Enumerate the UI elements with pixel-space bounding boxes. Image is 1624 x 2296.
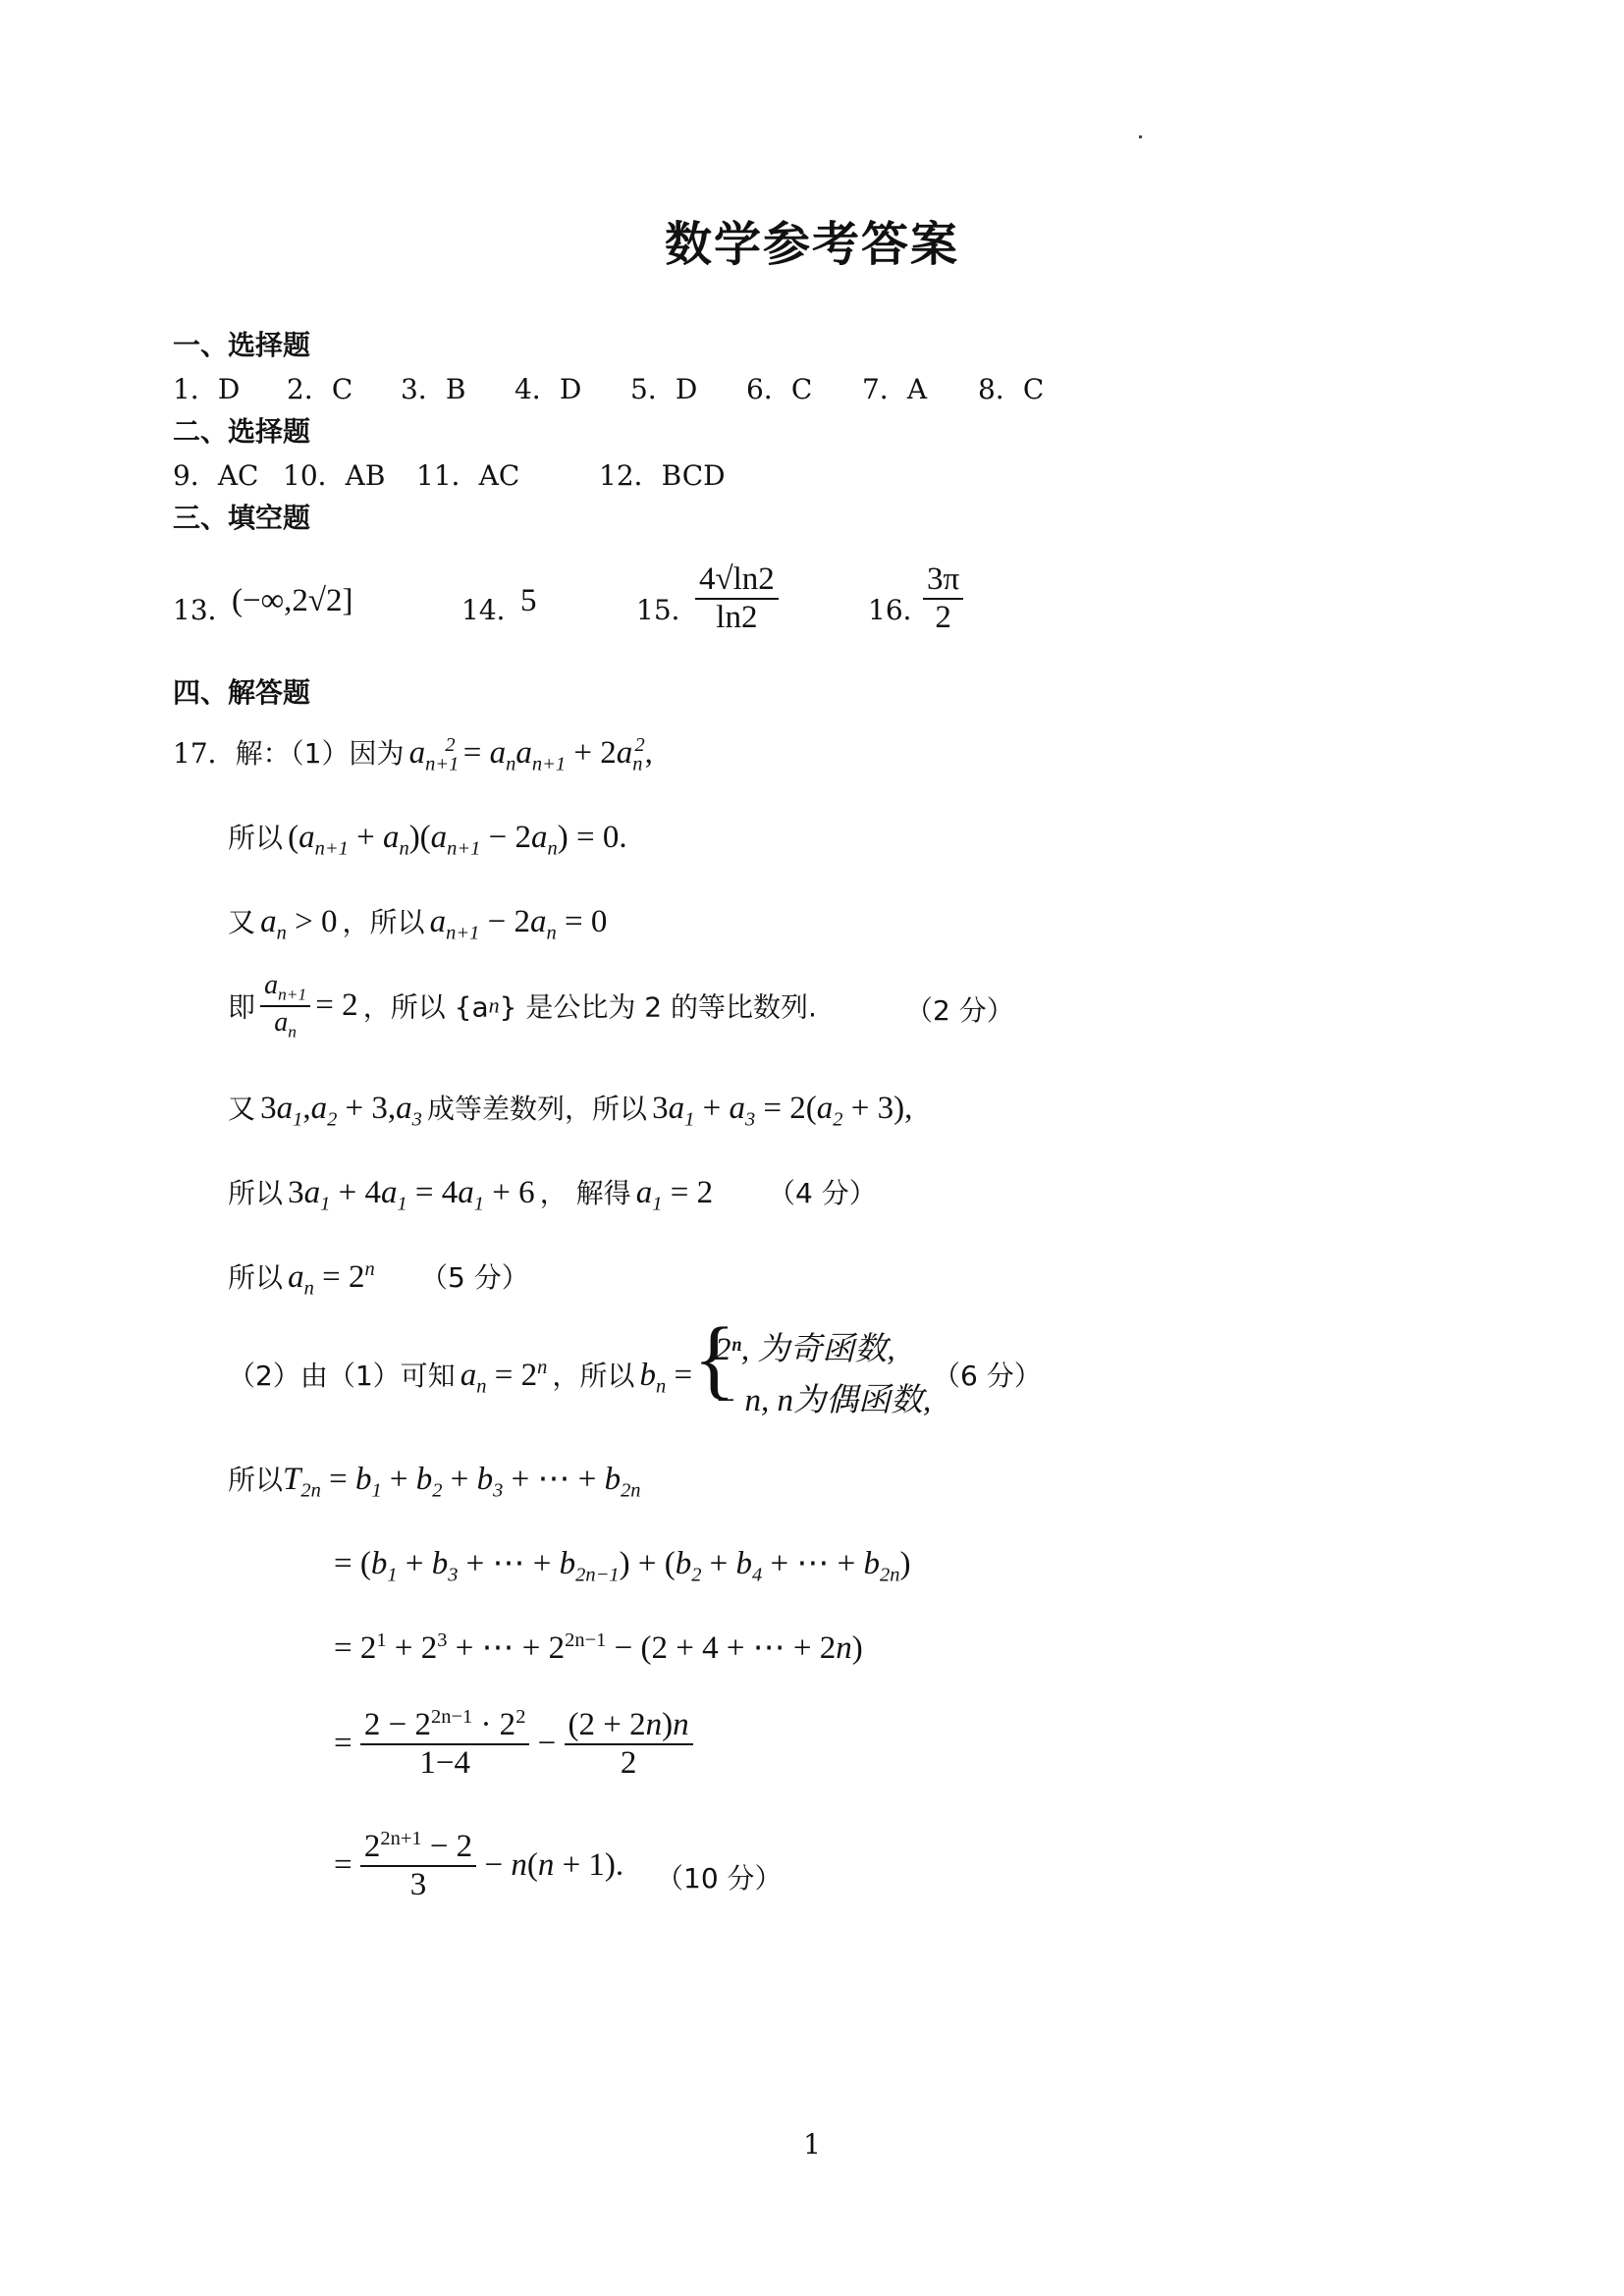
q17-eq-arith: $3a_1 + a_3 = 2(a_2 + 3)$, [652,1091,913,1131]
mc-answer-3: 3．B [401,373,466,405]
q17-eq-terms: $3a_1,a_2 + 3,a_3$ [260,1091,422,1131]
multi-answer-11: 11．AC [416,459,520,492]
q17-line-1 [173,732,653,776]
fill-16-value [923,561,963,636]
score-2: （2 分） [905,994,1014,1027]
section-fill-heading: 三、填空题 [173,502,311,534]
q17-eq-a1: $a_1 = 2$ [635,1175,714,1215]
q17-eq-expand: = $2^1 + 2^3$ + ⋯ + $2^{2n-1} - (2 + 4$ + ⋯ + 2n) [334,1629,863,1666]
mc-answer-7: 7．A [862,373,928,405]
q17-you-1: 又 [228,906,256,938]
q17-eq-recurrence: $a_{n+1}^2 = a_na_{n+1} + 2a_n^2$, [408,734,653,775]
q17-line-3 [228,901,607,945]
q17-suoyi-3: 所以 [228,1261,284,1294]
mc-answer-2: 2．C [287,373,353,405]
mc-answer-6: 6．C [746,373,813,405]
fill-16-label: 16． [868,594,931,626]
q17-part2-intro: （2）由（1）可知 [228,1360,456,1392]
q17-eq-ratio-zero: $a_{n+1} - 2a_n = 0$ [429,904,608,944]
section-solution-heading: 四、解答题 [173,676,311,709]
q17-eq-solve: $3a_1 + 4a_1 = 4a_1 + 6$ [288,1175,535,1215]
multi-answer-10: 10．AB [283,459,386,492]
q17-line-8 [228,1355,692,1399]
q17-line-7 [228,1256,375,1301]
q17-label: 17． [173,737,236,770]
score-10: （10 分） [656,1862,783,1895]
fill-15-numerator: 4√ln2 [695,561,779,600]
fill-16-numerator: 3π [923,561,963,600]
q17-ji: 即 [228,990,256,1024]
q17-solve-mid: ， 解得 [539,1177,631,1209]
section-choice-heading: 一、选择题 [173,329,311,361]
mc-answer-4: 4．D [514,373,582,405]
mc-answer-5: 5．D [630,373,698,405]
q17-suoyi-1: 所以 [228,822,284,854]
page-title: 数学参考答案 [664,217,959,272]
fill-15-value [695,561,779,636]
q17-geo-tail: } 是公比为 2 的等比数列. [499,990,817,1024]
mc-answer-1: 1．D [173,373,241,405]
q17-geo-mid: ，所以 {a [362,990,489,1024]
q17-eq-an: $a_n = 2^n$ [288,1258,375,1300]
q17-eq-group: = ($b_1 + b_3$ + ⋯ + $b_{2n-1}) + (b_2 + b_4$ + ⋯ + $b_{2n}$) [334,1546,911,1586]
q17-eq-positive: $a_n > 0$ [260,904,338,944]
q17-eq-bn: $b_n$ = [639,1358,693,1398]
q17-so-1: ，所以 [342,906,425,938]
piecewise-brace: { [693,1310,736,1408]
fill-13-label: 13． [173,594,236,626]
page-number: 1 [803,2128,821,2161]
mc-answer-8: 8．C [978,373,1045,405]
q17-jie: 解： [235,737,291,770]
fill-14-label: 14． [461,594,524,626]
q17-eq-an-2: $a_n = 2^n$ [460,1357,548,1398]
q17-eq-factor: $(a_{n+1} + a_n)(a_{n+1} - 2a_n) = 0$. [288,820,627,860]
multi-answer-9: 9．AC [173,459,259,492]
section-multi-choice-heading: 二、选择题 [173,415,311,448]
q17-suoyi-4: 所以 [228,1464,284,1496]
q17-eq-fraction-sum: = $\frac{2 - 2^{2n-1} \cdot 2^2}{1-4}$ − $\frac{(2 + 2n)n}{2}$ [334,1706,693,1782]
stray-dot [1139,135,1142,138]
q17-eq-two: = 2 [315,988,358,1024]
q17-line-6 [228,1172,713,1216]
q17-eq-final: = $\frac{2^{2n+1} - 2}{3}$ − n(n + 1). [334,1828,624,1902]
fill-13-value: (−∞,2√2] [232,583,353,618]
multi-answer-12: 12．BCD [599,459,726,492]
q17-frac-ratio: $\frac{a_{n+1}}{a_n}$ [260,970,310,1041]
q17-arith-mid: 成等差数列，所以 [426,1093,647,1125]
fill-14-value: 5 [520,583,537,618]
q17-line-9 [228,1459,641,1503]
score-4: （4 分） [768,1177,877,1209]
q17-line-2 [228,817,627,861]
fill-15-label: 15． [636,594,699,626]
q17-eq-sum: $T_{2n} = b_1 + b_2 + b_3$ + ⋯ + $b_{2n}$ [283,1462,641,1502]
score-5: （5 分） [420,1261,529,1294]
q17-you-2: 又 [228,1093,256,1125]
piecewise-case-even: − n, n为偶函数, [715,1383,932,1418]
q17-line-5 [228,1088,912,1132]
piecewise-case-odd: 2ⁿ, 为奇函数, [715,1332,895,1367]
q17-suoyi-2: 所以 [228,1177,284,1209]
q17-part1-intro: （1）因为 [290,737,405,770]
fill-15-denominator: ln2 [716,600,758,635]
q17-geo-sub: n [488,992,500,1018]
fill-16-denominator: 2 [935,600,951,635]
q17-part2-mid: ，所以 [552,1360,635,1392]
q17-line-4 [228,970,817,1041]
score-6: （6 分） [933,1360,1042,1392]
